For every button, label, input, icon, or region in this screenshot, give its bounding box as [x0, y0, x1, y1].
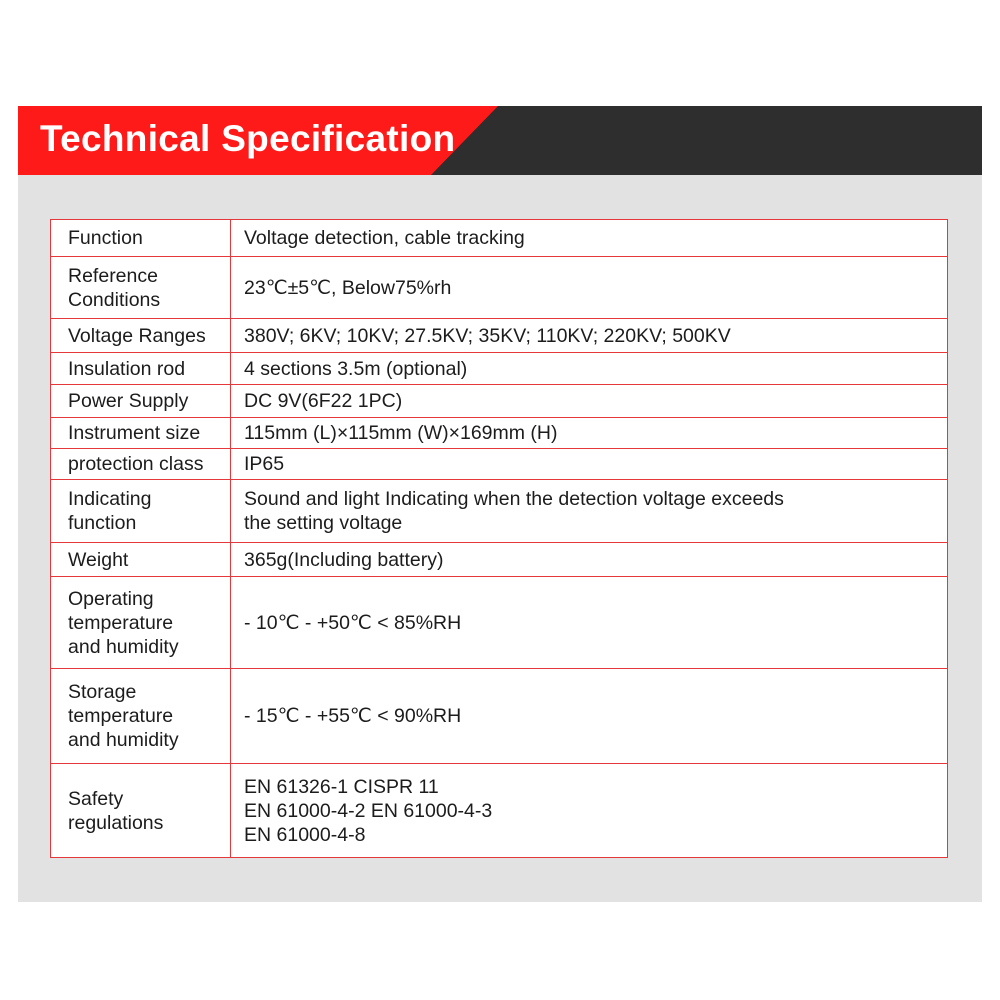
- spec-value: 23℃±5℃, Below75%rh: [231, 257, 948, 319]
- spec-value: 365g(Including battery): [231, 543, 948, 577]
- spec-label: Weight: [51, 543, 231, 577]
- table-row: [51, 543, 948, 577]
- spec-value: 380V; 6KV; 10KV; 27.5KV; 35KV; 110KV; 220KV; 500KV: [231, 319, 948, 353]
- spec-value: EN 61326-1 CISPR 11 EN 61000-4-2 EN 61000-4-3 EN 61000-4-8: [231, 764, 948, 858]
- table-row: [51, 220, 948, 257]
- table-row: [51, 449, 948, 480]
- spec-value: Voltage detection, cable tracking: [231, 220, 948, 257]
- spec-table: [50, 219, 948, 858]
- table-row: [51, 385, 948, 418]
- spec-value: 115mm (L)×115mm (W)×169mm (H): [231, 418, 948, 449]
- spec-label: Safety regulations: [51, 764, 231, 858]
- title-banner: [18, 106, 982, 175]
- spec-label: Voltage Ranges: [51, 319, 231, 353]
- table-row: [51, 577, 948, 669]
- spec-value: DC 9V(6F22 1PC): [231, 385, 948, 418]
- table-row: [51, 319, 948, 353]
- spec-label: Reference Conditions: [51, 257, 231, 319]
- spec-value: - 10℃ - +50℃ < 85%RH: [231, 577, 948, 669]
- page-title: Technical Specification: [40, 118, 456, 159]
- table-row: [51, 669, 948, 764]
- table-row: [51, 480, 948, 543]
- table-row: [51, 764, 948, 858]
- table-row: [51, 353, 948, 385]
- spec-value: 4 sections 3.5m (optional): [231, 353, 948, 385]
- spec-value: - 15℃ - +55℃ < 90%RH: [231, 669, 948, 764]
- spec-label: Storage temperature and humidity: [51, 669, 231, 764]
- table-row: [51, 418, 948, 449]
- spec-label: Operating temperature and humidity: [51, 577, 231, 669]
- spec-label: Indicating function: [51, 480, 231, 543]
- spec-label: protection class: [51, 449, 231, 480]
- spec-label: Function: [51, 220, 231, 257]
- spec-label: Insulation rod: [51, 353, 231, 385]
- spec-panel: [18, 106, 982, 902]
- spec-value: IP65: [231, 449, 948, 480]
- spec-value: Sound and light Indicating when the detection voltage exceeds the setting voltage: [231, 480, 948, 543]
- spec-label: Power Supply: [51, 385, 231, 418]
- spec-label: Instrument size: [51, 418, 231, 449]
- table-row: [51, 257, 948, 319]
